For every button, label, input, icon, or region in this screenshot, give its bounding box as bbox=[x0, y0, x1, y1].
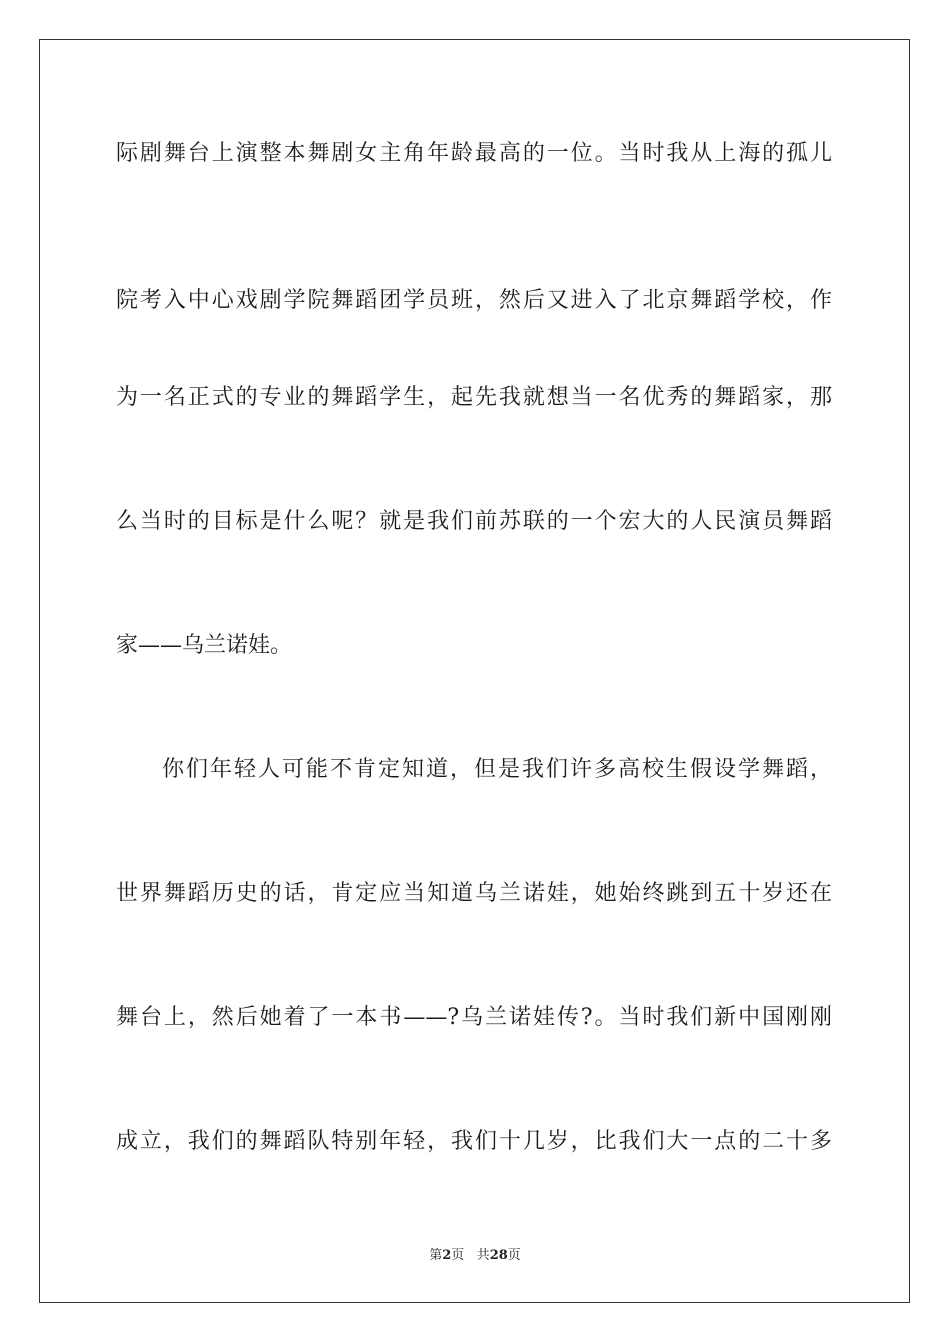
page-border bbox=[39, 39, 910, 1303]
footer-page-prefix: 第 bbox=[429, 1248, 443, 1263]
text-line-5: 家——乌兰诺娃。 bbox=[116, 633, 293, 658]
text-line-7: 世界舞蹈历史的话，肯定应当知道乌兰诺娃，她始终跳到五十岁还在 bbox=[116, 881, 832, 906]
footer-total-suffix: 页 bbox=[507, 1248, 521, 1263]
text-line-2: 院考入中心戏剧学院舞蹈团学员班，然后又进入了北京舞蹈学校，作 bbox=[116, 288, 832, 313]
text-line-9: 成立，我们的舞蹈队特别年轻，我们十几岁，比我们大一点的二十多 bbox=[116, 1129, 832, 1154]
footer-page-suffix: 页 bbox=[451, 1248, 465, 1263]
footer-page-number: 2 bbox=[442, 1248, 452, 1263]
text-line-1: 际剧舞台上演整本舞剧女主角年龄最高的一位。当时我从上海的孤儿 bbox=[116, 141, 832, 166]
text-line-3: 为一名正式的专业的舞蹈学生，起先我就想当一名优秀的舞蹈家，那 bbox=[116, 385, 832, 410]
text-line-4: 么当时的目标是什么呢？就是我们前苏联的一个宏大的人民演员舞蹈 bbox=[116, 509, 832, 534]
text-line-6: 你们年轻人可能不肯定知道，但是我们许多高校生假设学舞蹈， bbox=[162, 757, 832, 782]
footer-total-pages: 28 bbox=[489, 1248, 508, 1263]
page-footer bbox=[0, 1247, 950, 1265]
footer-total-prefix: 共 bbox=[476, 1248, 490, 1263]
text-line-8: 舞台上，然后她着了一本书——?乌兰诺娃传?。当时我们新中国刚刚 bbox=[116, 1005, 832, 1030]
